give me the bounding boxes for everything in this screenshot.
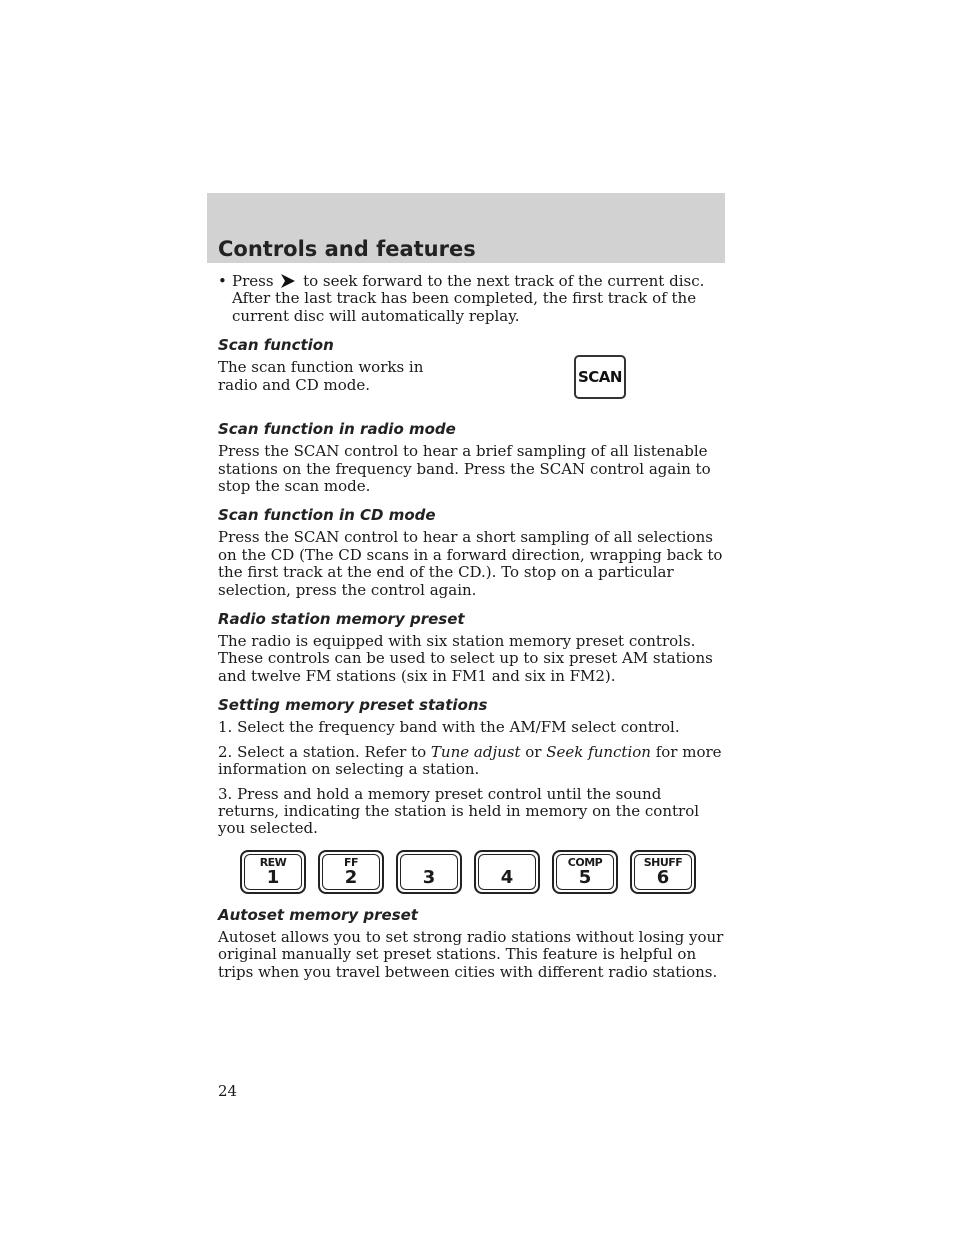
seek-forward-text: to seek forward to the next track of the current disc. After the last track has been completed, the first track of the current disc will automatically replay. <box>232 272 705 325</box>
preset-1-number: 1 <box>266 866 280 888</box>
setting-step-3: 3. Press and hold a memory preset control until the sound returns, indicating the station is held in memory on the control you selected. <box>218 784 700 838</box>
preset-button-1 <box>240 850 306 894</box>
preset-button-3 <box>396 850 462 894</box>
preset-5-number: 5 <box>578 866 592 888</box>
press-word: Press <box>232 272 274 290</box>
step-2-intro: 2. Select a station. Refer to <box>218 742 427 761</box>
section-title: Controls and features <box>218 237 476 261</box>
step-2-or: or <box>525 742 542 761</box>
preset-1-function: REW <box>259 855 287 869</box>
scan-button-illustration: SCAN <box>574 355 626 399</box>
preset-button-2 <box>318 850 384 894</box>
preset-buttons-illustration <box>240 850 726 894</box>
preset-2-function: FF <box>343 855 359 869</box>
bullet-marker: • <box>218 272 227 290</box>
page-content <box>218 273 726 988</box>
preset-button-5 <box>552 850 618 894</box>
preset-5-function: COMP <box>567 855 603 869</box>
scan-cd-heading: Scan function in CD mode <box>218 506 436 525</box>
setting-presets-heading: Setting memory preset stations <box>218 696 488 715</box>
preset-6-function: SHUFF <box>643 855 683 869</box>
seek-forward-bullet <box>218 273 726 325</box>
preset-2-number: 2 <box>344 866 358 888</box>
memory-preset-text: The radio is equipped with six station memory preset controls. These controls can be used to select up to six preset AM stations and twelve FM stations (six in FM1 and six in FM2). <box>218 632 713 685</box>
memory-preset-heading: Radio station memory preset <box>218 610 465 629</box>
step-2-rest: for more information on selecting a station. <box>218 742 722 779</box>
section-header <box>207 193 725 263</box>
preset-button-6 <box>630 850 696 894</box>
scan-radio-heading: Scan function in radio mode <box>218 420 456 439</box>
setting-step-2 <box>218 744 726 779</box>
preset-6-number: 6 <box>656 866 670 888</box>
scan-function-text: The scan function works in radio and CD mode. <box>218 358 424 394</box>
scan-radio-text: Press the SCAN control to hear a brief sampling of all listenable stations on the frequency band. Press the SCAN control again to stop the scan mode. <box>218 442 711 496</box>
page-number: 24 <box>218 1082 238 1100</box>
scan-function-block <box>218 359 726 409</box>
autoset-heading: Autoset memory preset <box>218 905 418 924</box>
preset-4-function <box>476 857 538 869</box>
setting-step-1: 1. Select the frequency band with the AM/FM select control. <box>218 718 680 737</box>
preset-3-number: 3 <box>422 866 436 888</box>
scan-cd-text: Press the SCAN control to hear a short sampling of all selections on the CD (The CD scans in a forward direction, wrapping back to the first track at the end of the CD.). To stop on a particular selection, press the control again. <box>218 528 723 599</box>
preset-button-4 <box>474 850 540 894</box>
scan-function-heading: Scan function <box>218 336 334 355</box>
preset-4-number: 4 <box>500 866 514 888</box>
tune-adjust-reference: Tune adjust <box>430 742 521 761</box>
seek-function-reference: Seek function <box>546 742 651 761</box>
autoset-text: Autoset allows you to set strong radio stations without losing your original manually set preset stations. This feature is helpful on trips when you travel between cities with different radio stations. <box>218 927 724 981</box>
seek-forward-arrow-icon <box>280 273 296 289</box>
preset-3-function <box>398 857 460 869</box>
